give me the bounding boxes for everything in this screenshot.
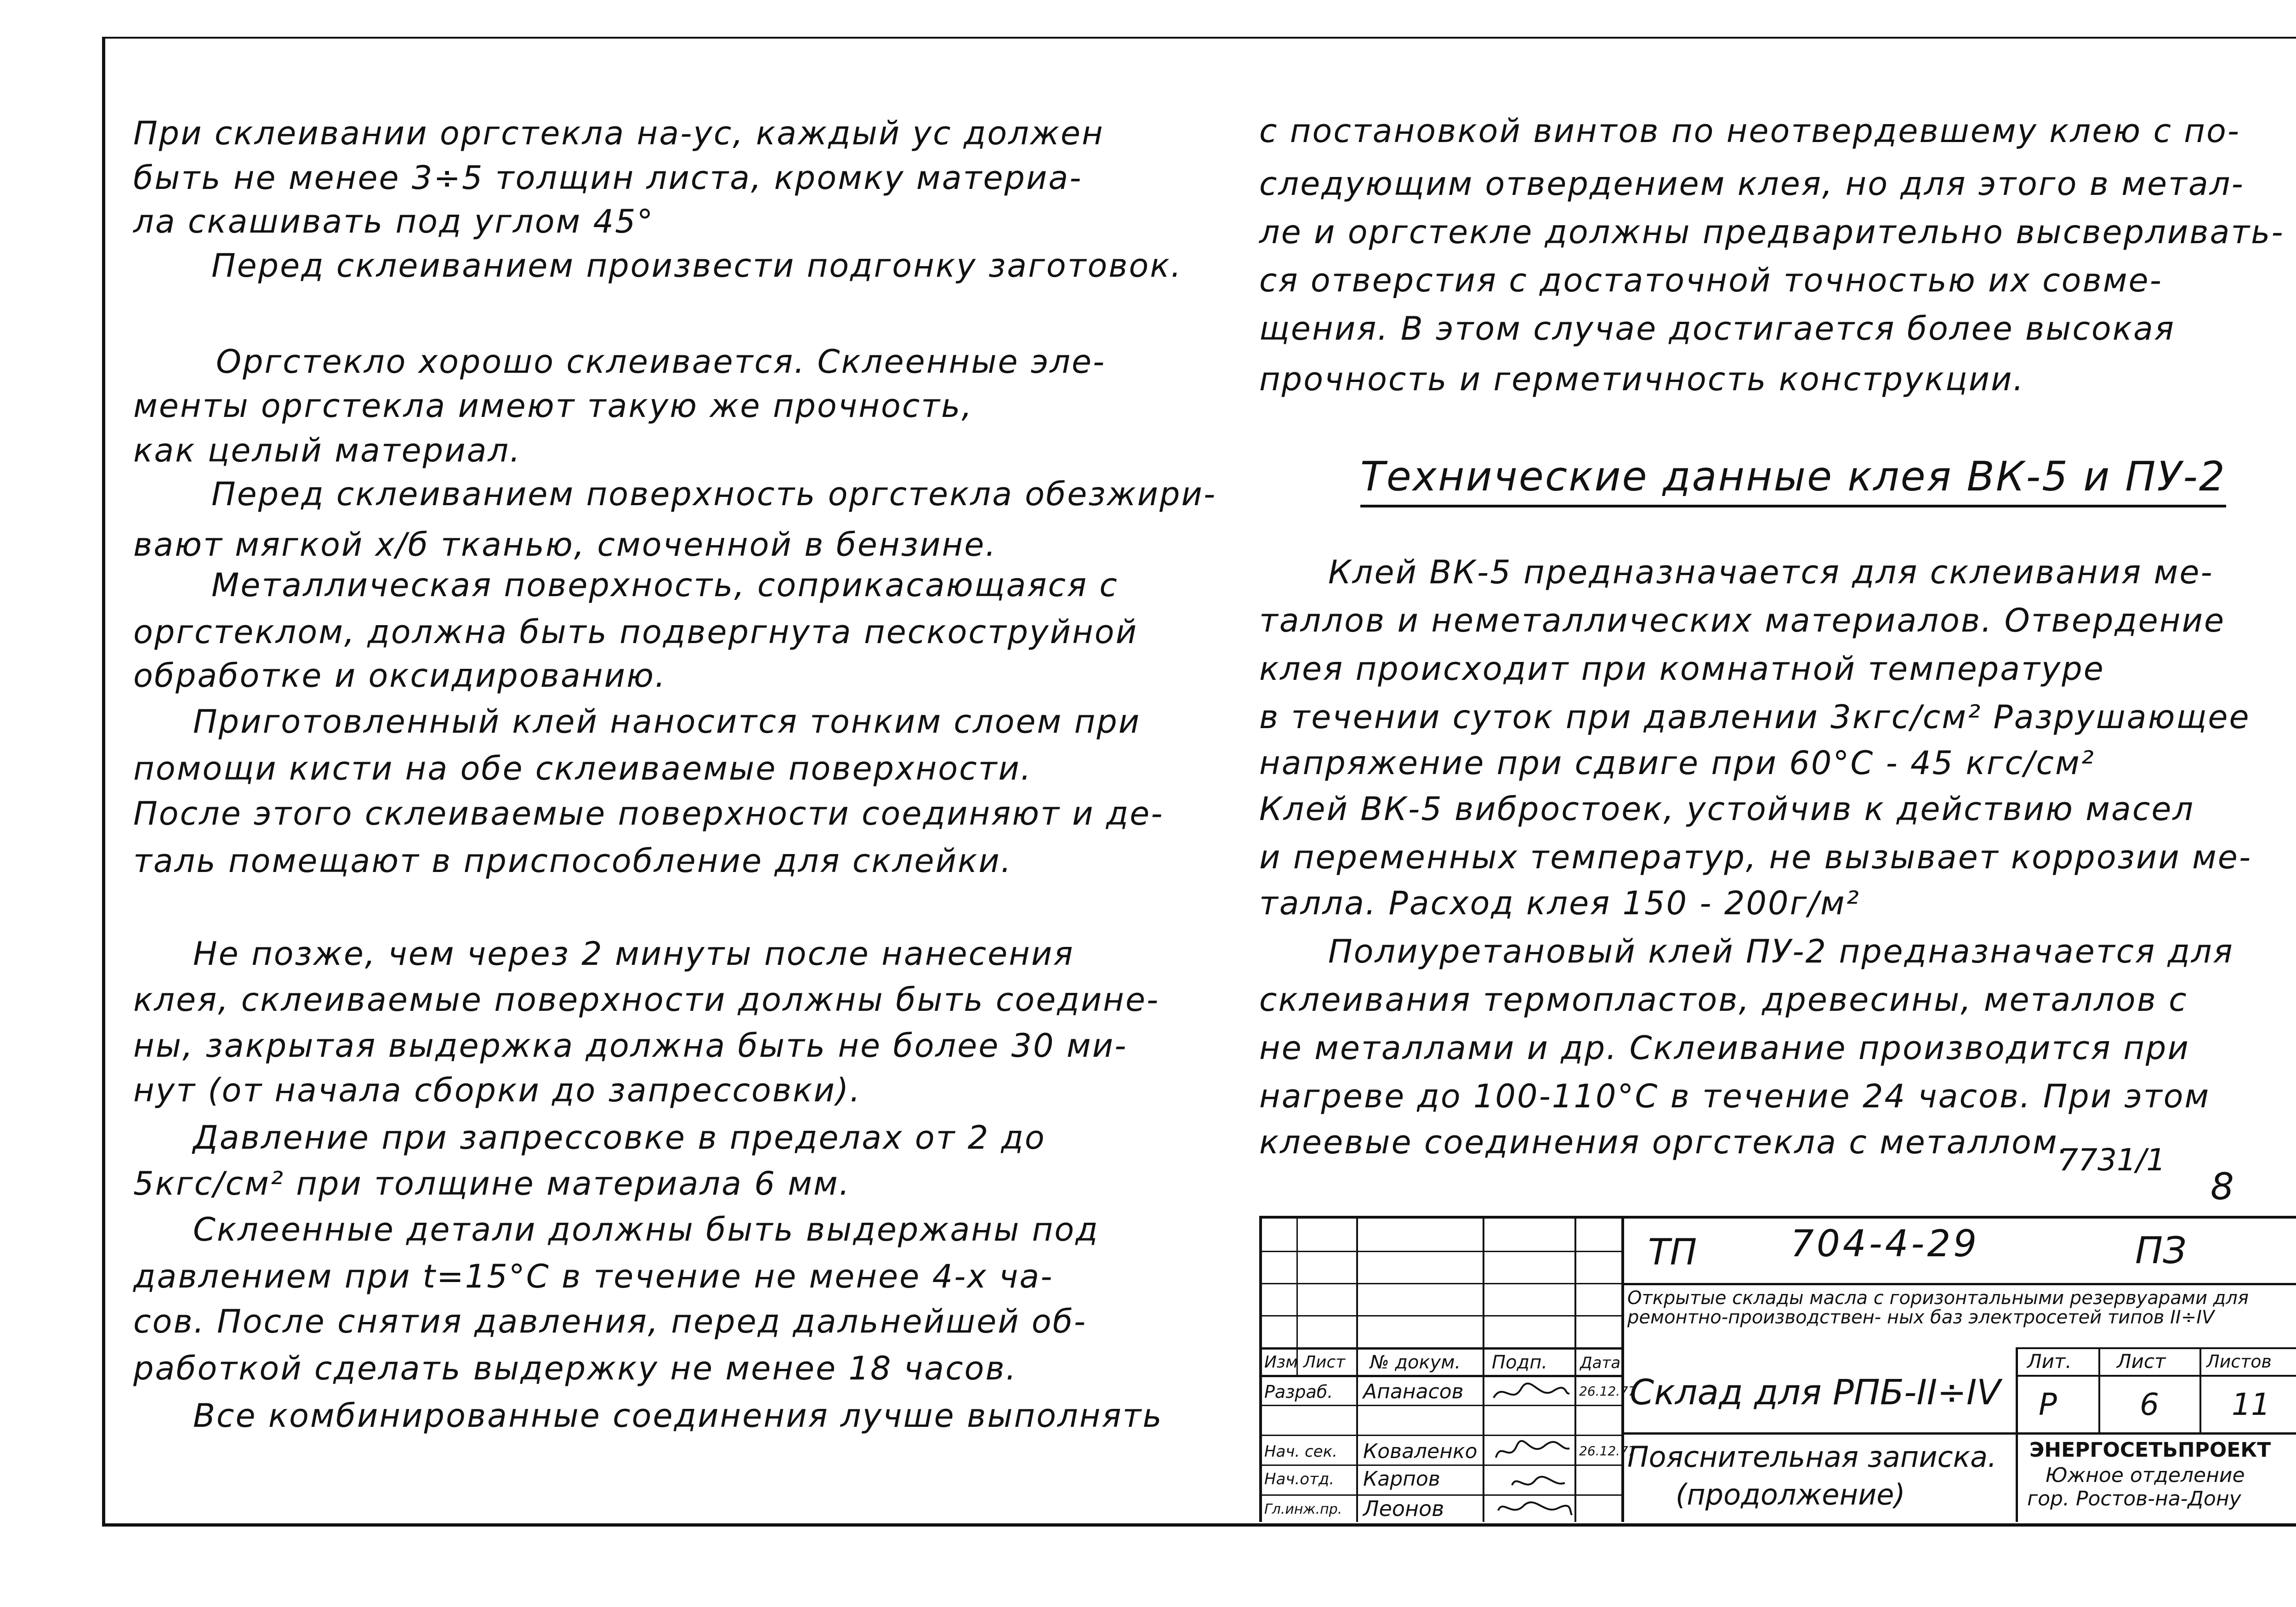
lit-value: Р xyxy=(2039,1387,2057,1422)
text-line: клея происходит при комнатной температуре xyxy=(1259,650,2105,688)
doc-code-prefix: ТП xyxy=(1648,1232,1697,1273)
text-line: щения. В этом случае достигается более высокая xyxy=(1259,310,2176,348)
text-line: Перед склеиванием поверхность оргстекла обезжири- xyxy=(211,475,1217,513)
doc-title: Пояснительная записка. xyxy=(1627,1440,1997,1474)
text-line: нагреве до 100-110°С в течение 24 часов. При этом xyxy=(1259,1077,2211,1115)
text-line: нут (от начала сборки до запрессовки). xyxy=(133,1071,862,1109)
text-line: Клей ВК-5 вибростоек, устойчив к действию масел xyxy=(1259,790,2195,828)
text-line: Приготовленный клей наносится тонким слоем при xyxy=(193,703,1141,741)
section-heading: Технические данные клея ВК-5 и ПУ-2 xyxy=(1360,453,2226,507)
listov-header: Листов xyxy=(2206,1351,2272,1372)
doc-mark: ПЗ xyxy=(2135,1229,2187,1272)
person-name: Апанасов xyxy=(1363,1380,1464,1403)
person-name: Коваленко xyxy=(1363,1440,1478,1463)
text-line: клея, склеиваемые поверхности должны быть соедине- xyxy=(133,981,1160,1019)
doc-code: 704-4-29 xyxy=(1790,1222,1980,1265)
text-line: Склеенные детали должны быть выдержаны под xyxy=(193,1211,1099,1248)
text-line: Перед склеиванием произвести подгонку заготовок. xyxy=(211,247,1182,285)
page-number: 8 xyxy=(2211,1165,2234,1208)
text-line: помощи кисти на обе склеиваемые поверхности. xyxy=(133,750,1032,787)
role-label: Нач. сек. xyxy=(1264,1442,1338,1461)
text-line: Все комбинированные соединения лучше выполнять xyxy=(193,1397,1163,1435)
listov-value: 11 xyxy=(2232,1387,2270,1422)
sign-date: 26.12.77 xyxy=(1579,1384,1637,1399)
text-line: 5кгс/см² при толщине материала 6 мм. xyxy=(133,1165,851,1202)
text-line: менты оргстекла имеют такую же прочность, xyxy=(133,387,973,425)
text-line: следующим отвердением клея, но для этого в метал- xyxy=(1259,165,2245,203)
col-header-izm: Изм xyxy=(1264,1353,1298,1372)
text-line: Металлическая поверхность, соприкасающаяся с xyxy=(211,566,1119,604)
col-header-signature: Подп. xyxy=(1492,1352,1548,1373)
text-line: работкой сделать выдержку не менее 18 часов. xyxy=(133,1350,1017,1387)
list-header: Лист xyxy=(2117,1350,2166,1373)
person-name: Карпов xyxy=(1363,1467,1440,1491)
col-header-date: Дата xyxy=(1580,1354,1621,1372)
text-line: оргстеклом, должна быть подвергнута пескоструйной xyxy=(133,613,1138,651)
text-line: ны, закрытая выдержка должна быть не более 30 ми- xyxy=(133,1027,1128,1065)
role-label: Гл.инж.пр. xyxy=(1264,1501,1342,1517)
text-line: После этого склеиваемые поверхности соединяют и де- xyxy=(133,795,1164,832)
text-line: вают мягкой х/б тканью, смоченной в бензине. xyxy=(133,526,997,564)
text-line: Давление при запрессовке в пределах от 2 до xyxy=(193,1119,1046,1157)
list-value: 6 xyxy=(2140,1387,2159,1422)
text-line: Клей ВК-5 предназначается для склеивания ме- xyxy=(1328,553,2214,591)
text-line: и переменных температур, не вызывает коррозии ме- xyxy=(1259,838,2252,876)
org-name: ЭНЕРГОСЕТЬПРОЕКТ xyxy=(2029,1438,2271,1462)
text-line: не металлами и др. Склеивание производится при xyxy=(1259,1029,2190,1067)
text-line: Оргстекло хорошо склеивается. Склеенные эле- xyxy=(216,343,1106,381)
signature-scribbles xyxy=(1484,1377,1574,1522)
text-line: клеевые соединения оргстекла с металлом. xyxy=(1259,1123,2070,1161)
text-line: ле и оргстекле должны предварительно высверливать- xyxy=(1259,213,2285,251)
text-line: обработке и оксидированию. xyxy=(133,657,667,695)
col-header-list: Лист xyxy=(1303,1353,1346,1372)
col-header-doc-number: № докум. xyxy=(1370,1352,1461,1373)
text-line: быть не менее 3÷5 толщин листа, кромку материа- xyxy=(133,159,1083,197)
lit-header: Лит. xyxy=(2027,1350,2072,1373)
text-line: давлением при t=15°С в течение не менее 4-х ча- xyxy=(133,1258,1054,1295)
text-line: в течении суток при давлении 3кгс/см² Разрушающее xyxy=(1259,698,2251,736)
text-line: склеивания термопластов, древесины, металлов с xyxy=(1259,981,2188,1019)
text-line: прочность и герметичность конструкции. xyxy=(1259,360,2025,398)
text-line: ся отверстия с достаточной точностью их совме- xyxy=(1259,262,2163,299)
text-line: ла скашивать под углом 45° xyxy=(133,203,654,240)
project-title: Открытые склады масла с горизонтальными резервуарами для ремонтно-производствен- ных баз электросетей типов II÷IV xyxy=(1627,1288,2249,1328)
doc-subtitle: (продолжение) xyxy=(1676,1478,1905,1511)
text-line: как целый материал. xyxy=(133,432,522,469)
sheet-title: Склад для РПБ-II÷IV xyxy=(1630,1372,2001,1413)
reference-number: 7731/1 xyxy=(2059,1142,2166,1178)
role-label: Разраб. xyxy=(1264,1382,1333,1402)
text-line: При склеивании оргстекла на-ус, каждый ус должен xyxy=(133,114,1104,152)
org-city: гор. Ростов-на-Дону xyxy=(2027,1487,2241,1510)
text-line: сов. После снятия давления, перед дальнейшей об- xyxy=(133,1303,1087,1340)
role-label: Нач.отд. xyxy=(1264,1470,1335,1488)
text-line: Не позже, чем через 2 минуты после нанесения xyxy=(193,935,1074,973)
sign-date: 26.12.77 xyxy=(1579,1443,1637,1459)
text-line: таль помещают в приспособление для склейки. xyxy=(133,842,1012,880)
text-line: Полиуретановый клей ПУ-2 предназначается для xyxy=(1328,933,2234,970)
person-name: Леонов xyxy=(1363,1496,1444,1521)
title-block xyxy=(1259,1216,2296,1522)
text-line: таллов и неметаллических материалов. Отвердение xyxy=(1259,602,2226,639)
text-line: с постановкой винтов по неотвердевшему клею с по- xyxy=(1259,112,2241,150)
org-department: Южное отделение xyxy=(2046,1464,2245,1487)
text-line: напряжение при сдвиге при 60°С - 45 кгс/см² xyxy=(1259,744,2095,782)
text-line: талла. Расход клея 150 - 200г/м² xyxy=(1259,884,1860,922)
